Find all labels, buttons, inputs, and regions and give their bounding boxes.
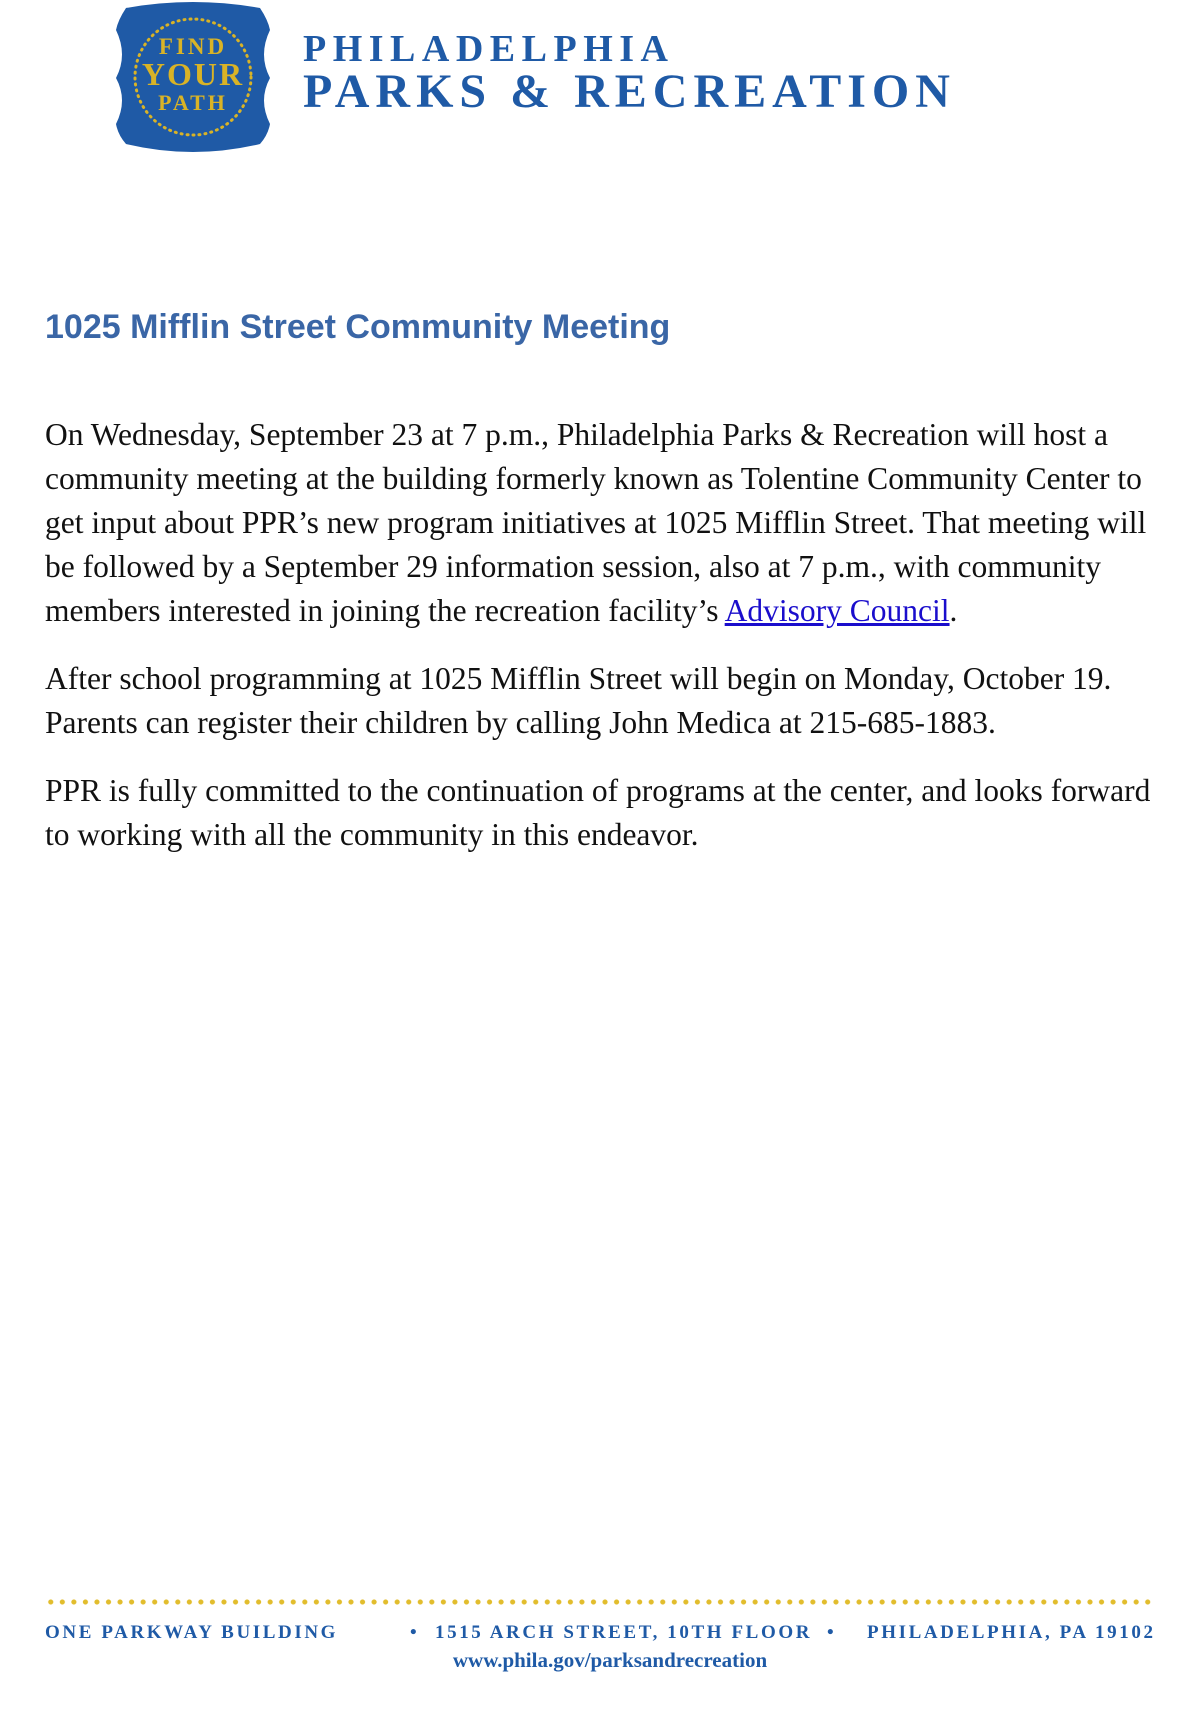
badge-text-your: YOUR <box>141 56 245 92</box>
paragraph-meeting-text: On Wednesday, September 23 at 7 p.m., Philadelphia Parks & Recreation will host a community meeting at the building formerly known as Tolentine Community Center to get input about PPR’s new program initiatives at 1025 Mifflin Street. That meeting will be followed by a September 29 information session, also at 7 p.m., with community members interested in joining the recreation facility’s <box>45 417 1147 628</box>
document-title: 1025 Mifflin Street Community Meeting <box>45 308 671 346</box>
footer-address <box>45 1622 1155 1644</box>
footer-address-building: ONE PARKWAY BUILDING <box>45 1622 339 1643</box>
find-your-path-badge-logo <box>108 0 278 155</box>
organization-name-line1: PHILADELPHIA <box>303 28 675 70</box>
footer-address-street: 1515 ARCH STREET, 10TH FLOOR <box>435 1622 813 1643</box>
footer-address-city: PHILADELPHIA, PA 19102 <box>867 1622 1156 1643</box>
paragraph-meeting-info <box>45 413 1165 633</box>
organization-name-line2: PARKS & RECREATION <box>303 65 956 118</box>
footer-dotted-divider <box>45 1598 1155 1606</box>
letterhead <box>108 0 1108 160</box>
footer-website-url: www.phila.gov/parksandrecreation <box>452 1648 768 1672</box>
organization-name <box>303 30 956 116</box>
badge-text-path: PATH <box>158 90 228 115</box>
footer-bullet-separator: • <box>410 1622 420 1643</box>
footer <box>45 1598 1155 1673</box>
advisory-council-link[interactable]: Advisory Council <box>724 593 950 628</box>
paragraph-commitment: PPR is fully committed to the continuation of programs at the center, and looks forward to working with all the community in this endeavor. <box>45 773 1151 852</box>
paragraph-meeting-period: . <box>949 593 958 628</box>
footer-bullet-separator: • <box>827 1622 837 1643</box>
paragraph-after-school: After school programming at 1025 Mifflin Street will begin on Monday, October 19. Parents can register their children by calling John Medica at 215-685-1883. <box>45 661 1112 740</box>
badge-text-find: FIND <box>158 34 228 59</box>
document-body <box>45 413 1165 881</box>
